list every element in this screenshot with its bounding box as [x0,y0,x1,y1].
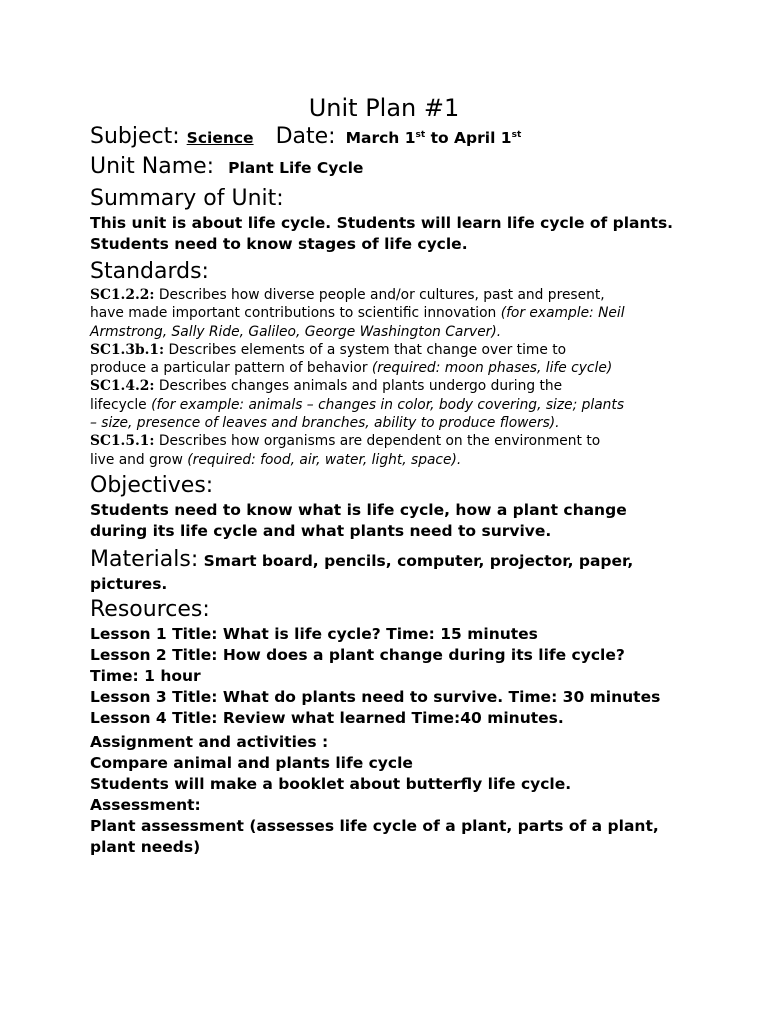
assessment-line: Plant assessment (assesses life cycle of a plant, parts of a plant, [90,816,659,835]
standard-text: produce a particular pattern of behavior [90,360,372,377]
materials-heading: Materials: [90,546,199,572]
date-end-sup: st [511,129,522,140]
materials-list-cont: pictures. [90,574,168,593]
objectives-line: Students need to know what is life cycle, how a plant change [90,500,627,519]
materials-row [90,545,680,574]
assessment-line: plant needs) [90,837,201,856]
unit-name-label: Unit Name: [90,154,215,179]
objectives-line: during its life cycle and what plants need to survive. [90,521,552,540]
summary-line: This unit is about life cycle. Students will learn life cycle of plants. [90,214,674,232]
page-title: Unit Plan #1 [308,94,460,122]
subject-value: Science [186,129,254,147]
standard-text: Describes elements of a system that change over time to [164,341,567,358]
standard-example: (for example: Neil [500,305,625,322]
summary-heading: Summary of Unit: [90,186,284,211]
summary-line: Students need to know stages of life cycle. [90,235,468,253]
standard-text: Describes how diverse people and/or cultures, past and present, [154,287,605,303]
standard-example: (for example: animals – changes in color, body covering, size; plants [151,396,625,413]
assessment-heading: Assessment: [90,795,201,814]
standard-text: have made important contributions to scientific innovation [90,305,501,322]
standard-example: Armstrong, Sally Ride, Galileo, George Washington Carver). [90,323,502,340]
date-value [346,129,522,147]
standard-text: Describes changes animals and plants undergo during the [154,378,563,395]
standard-text: live and grow [90,451,188,468]
standard-example: – size, presence of leaves and branches, ability to produce flowers). [90,415,560,432]
standard-code: SC1.4.2: [90,378,155,395]
date-mid: to April 1 [425,129,512,147]
date-start: March 1 [345,129,416,147]
resource-line: Lesson 1 Title: What is life cycle? Time: 15 minutes [90,624,538,643]
standard-item [90,341,680,378]
resource-line: Time: 1 hour [90,666,201,685]
date-label: Date: [275,124,336,149]
resource-line: Lesson 3 Title: What do plants need to survive. Time: 30 minutes [90,687,661,706]
subject-date-row [90,124,680,154]
assignment-heading: Assignment and activities : [90,732,329,751]
assignment-line: Compare animal and plants life cycle [90,753,413,772]
materials-list: Smart board, pencils, computer, projector, paper, [198,551,634,570]
resource-line: Lesson 4 Title: Review what learned Time:40 minutes. [90,708,564,727]
standard-example: (required: food, air, water, light, space). [187,451,462,468]
resource-line: Lesson 2 Title: How does a plant change during its life cycle? [90,645,625,664]
standard-code: SC1.5.1: [90,433,155,450]
subject-label: Subject: [90,124,180,149]
unit-name-row [90,154,680,184]
standard-text: Describes how organisms are dependent on the environment to [154,433,601,450]
standard-code: SC1.3b.1: [90,341,165,358]
standard-item [90,286,680,341]
standard-example: (required: moon phases, life cycle) [371,360,613,377]
assignment-line: Students will make a booklet about butterfly life cycle. [90,774,572,793]
standard-item [90,432,680,469]
date-start-sup: st [415,129,426,140]
standards-heading: Standards: [90,259,209,284]
standard-item [90,377,680,432]
unit-name-value: Plant Life Cycle [228,159,364,177]
objectives-heading: Objectives: [90,472,214,498]
document-content [90,124,680,858]
resources-heading: Resources: [90,596,210,622]
standard-code: SC1.2.2: [90,287,155,303]
standard-text: lifecycle [90,396,152,413]
